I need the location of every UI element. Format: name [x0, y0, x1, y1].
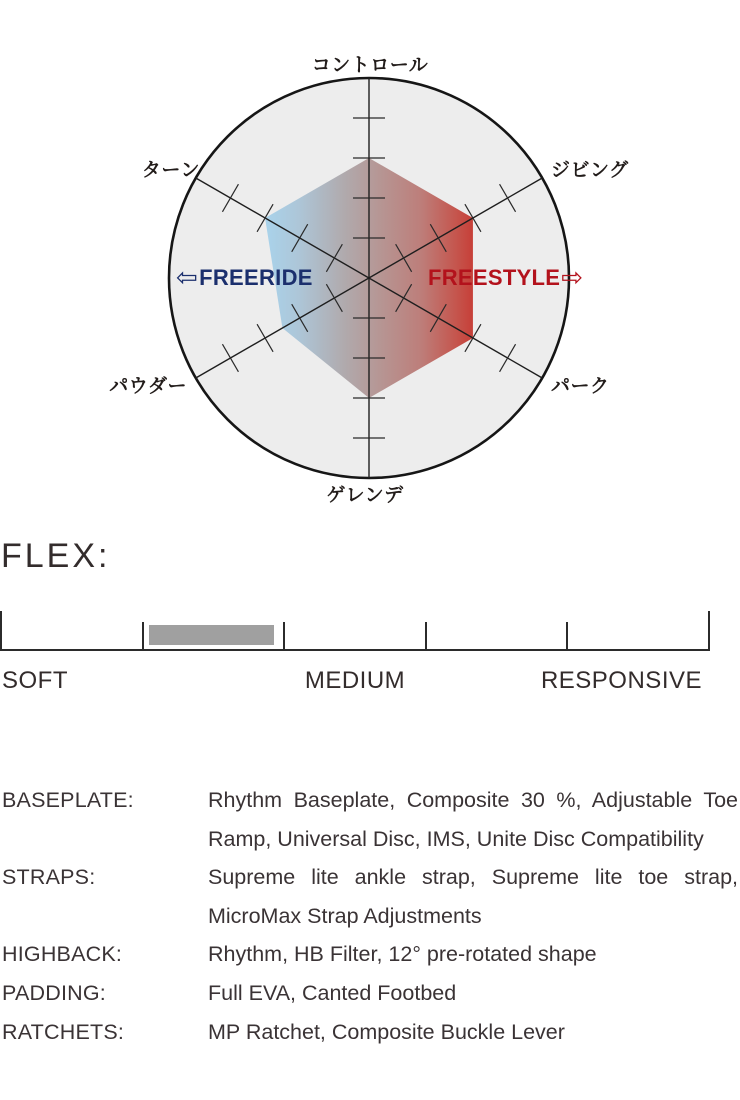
spec-label: PADDING:: [2, 980, 106, 1005]
spec-value: [208, 1013, 738, 1052]
radar-axis-label-turn: ターン: [141, 160, 200, 181]
spec-label: BASEPLATE:: [2, 788, 134, 812]
spec-label: HIGHBACK:: [2, 942, 123, 967]
spec-value: [208, 858, 738, 935]
spec-line: Supreme lite ankle strap, Supreme lite toe strap,: [208, 865, 738, 890]
spec-line: MP Ratchet, Composite Buckle Lever: [208, 1019, 565, 1044]
flex-heading: FLEX:: [1, 537, 111, 575]
freestyle-text: FREESTYLE: [428, 265, 561, 290]
flex-value-bar: [149, 625, 275, 645]
flex-label-responsive: RESPONSIVE: [540, 667, 702, 694]
spec-value: [208, 781, 738, 858]
spec-label: RATCHETS:: [2, 1019, 125, 1044]
spec-line: Rhythm Baseplate, Composite 30 %, Adjustable Toe: [208, 788, 738, 812]
spec-row: [2, 935, 738, 974]
spec-list: [2, 781, 738, 1051]
radar-axis-label-piste: ゲレンデ: [326, 485, 404, 506]
flex-scale: [1, 611, 709, 651]
spec-line: Ramp, Universal Disc, IMS, Unite Disc Compatibility: [208, 826, 704, 851]
freeride-text: FREERIDE: [199, 265, 313, 290]
radar-chart-svg: [0, 0, 740, 530]
flex-scale-tick: [283, 622, 285, 651]
flex-scale-baseline: [0, 649, 710, 651]
radar-chart: [0, 0, 740, 530]
spec-label: STRAPS:: [2, 865, 96, 890]
spec-line: MicroMax Strap Adjustments: [208, 903, 482, 928]
spec-value: [208, 935, 738, 974]
spec-value: [208, 974, 738, 1013]
spec-line: Rhythm, HB Filter, 12° pre-rotated shape: [208, 942, 597, 967]
flex-label-medium: MEDIUM: [304, 667, 406, 694]
right-arrow-icon: ⇨: [561, 262, 584, 292]
freestyle-pole-label: [428, 262, 584, 292]
spec-line: Full EVA, Canted Footbed: [208, 980, 457, 1005]
radar-axis-label-park: パーク: [551, 376, 610, 397]
flex-scale-labels: [0, 667, 740, 695]
radar-axis-label-powder: パウダー: [109, 376, 187, 397]
flex-scale-tick: [566, 622, 568, 651]
flex-scale-tick: [0, 611, 2, 651]
spec-row: [2, 1013, 738, 1052]
freeride-pole-label: [176, 262, 313, 292]
radar-axis-label-jibbing: ジビング: [551, 160, 629, 181]
spec-row: [2, 781, 738, 858]
spec-row: [2, 858, 738, 935]
flex-label-soft: SOFT: [2, 667, 68, 694]
flex-scale-tick: [425, 622, 427, 651]
flex-scale-tick: [708, 611, 710, 651]
left-arrow-icon: ⇦: [176, 262, 199, 292]
radar-axis-label-control: コントロール: [311, 55, 429, 76]
spec-row: [2, 974, 738, 1013]
flex-scale-tick: [142, 622, 144, 651]
